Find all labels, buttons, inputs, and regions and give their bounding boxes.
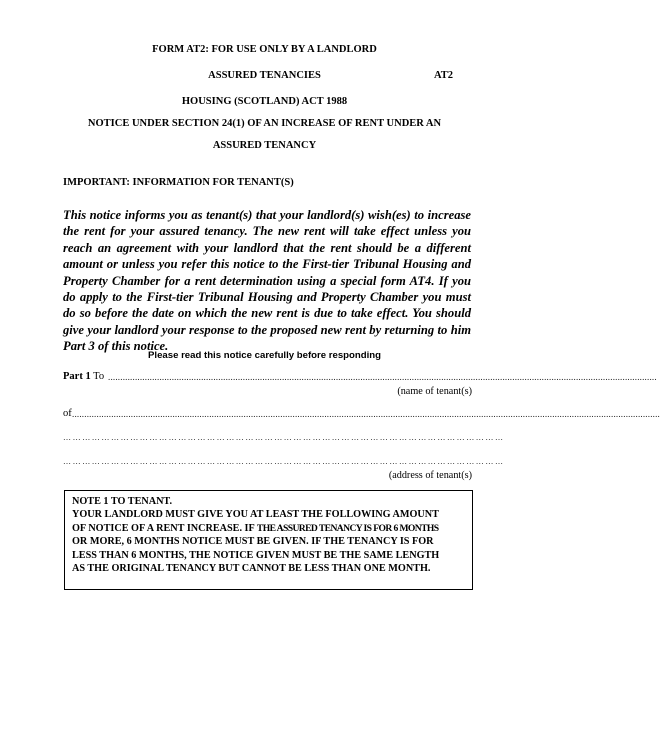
note-1-line4: LESS THAN 6 MONTHS, THE NOTICE GIVEN MUST BE THE SAME LENGTH <box>72 549 440 561</box>
note-1-title: NOTE 1 TO TENANT. <box>72 496 173 507</box>
note-1-line1: YOUR LANDLORD MUST GIVE YOU AT LEAST THE FOLLOWING AMOUNT <box>72 509 439 521</box>
intro-paragraph: This notice informs you as tenant(s) that your landlord(s) wish(es) to increase the rent for your assured tenancy. The new rent will take effect unless you reach an agreement with your landlord that the rent should be a different amount or unless you refer this notice to the First-tier Tribunal Housing and Property Chamber for a rent determination using a special form AT4. If you do apply to the First-tier Tribunal Housing and Property Chamber you must do so before the date on which the new rent is due to take effect. You should give your landlord your response to the proposed new rent by returning to him Part 3 of this notice. <box>63 208 471 354</box>
note-1-line3: OR MORE, 6 MONTHS NOTICE MUST BE GIVEN. IF THE TENANCY IS FOR <box>72 536 434 548</box>
notice-heading-line1: NOTICE UNDER SECTION 24(1) OF AN INCREASE OF RENT UNDER AN <box>87 118 442 129</box>
notice-heading-line2: ASSURED TENANCY <box>212 140 317 151</box>
address-field-line1[interactable]: ................................................................................................................................................................................................................................................ <box>72 409 660 419</box>
part1-row <box>63 371 104 382</box>
note-1-line2b: THE ASSURED TENANCY IS FOR 6 MONTHS <box>256 522 439 534</box>
tenant-name-field[interactable]: ................................................................................................................................................................................................................................ <box>108 372 657 382</box>
tenancies-heading: ASSURED TENANCIES <box>208 70 321 81</box>
read-instruction: Please read this notice carefully before responding <box>148 350 381 361</box>
important-heading: IMPORTANT: INFORMATION FOR TENANT(S) <box>63 177 294 188</box>
form-title: FORM AT2: FOR USE ONLY BY A LANDLORD <box>152 44 377 55</box>
to-label: To <box>93 371 105 382</box>
act-heading: HOUSING (SCOTLAND) ACT 1988 <box>181 96 348 107</box>
address-field-line3[interactable]: ………………………………………………………………………………………………………………………… <box>63 457 505 466</box>
note-1-line2a: OF NOTICE OF A RENT INCREASE. IF <box>72 522 257 534</box>
note-1-line2 <box>72 522 466 535</box>
address-caption: (address of tenant(s) <box>388 470 472 481</box>
tenant-name-caption: (name of tenant(s) <box>397 386 472 397</box>
of-label: of <box>63 408 72 419</box>
address-field-line2[interactable]: ………………………………………………………………………………………………………………………… <box>63 433 505 442</box>
part1-label: Part 1 <box>63 371 91 382</box>
form-code: AT2 <box>434 70 454 81</box>
note-1-line5: AS THE ORIGINAL TENANCY BUT CANNOT BE LESS THAN ONE MONTH. <box>72 563 431 575</box>
note-1-box <box>64 490 473 590</box>
